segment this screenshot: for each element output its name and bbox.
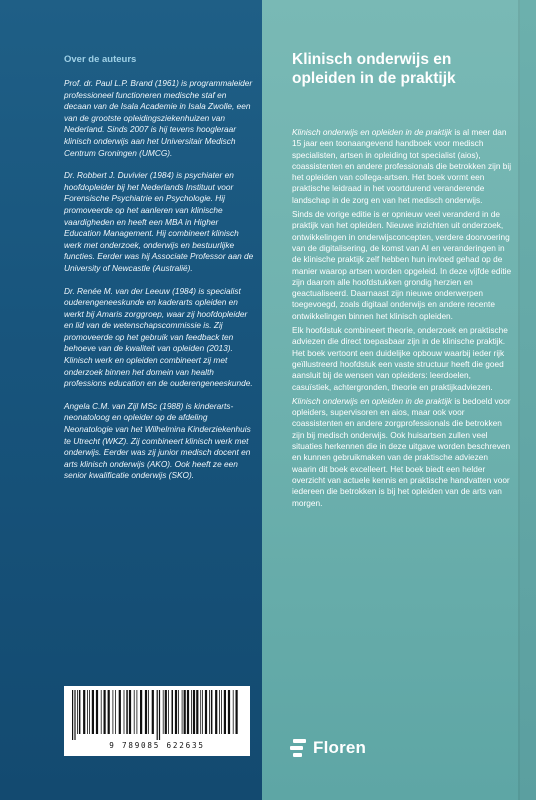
author-bio-van-zijl: Angela C.M. van Zijl MSc (1988) is kinderarts-neonatoloog en opleider op de afdeling Neonatologie van het Wilhelmina Kinderziekenhuis te Utrecht (WKZ). Zij combineert klinisch werk met onderwijs. Eerder was zij junior medisch docent en arts klinisch onderwijs (AKO). Ook heeft ze een senior kwalificatie onderwijs (SKO). bbox=[64, 400, 251, 481]
barcode-bar bbox=[74, 690, 75, 740]
barcode-bar bbox=[104, 690, 106, 734]
barcode-bar bbox=[196, 690, 198, 734]
author-bios bbox=[64, 78, 254, 493]
barcode-bar bbox=[145, 690, 147, 734]
barcode-bar bbox=[163, 690, 164, 734]
barcode-bar bbox=[178, 690, 179, 734]
barcode-bar bbox=[193, 690, 195, 734]
barcode-bar bbox=[221, 690, 222, 734]
author-bio-duvivier: Dr. Robbert J. Duvivier (1984) is psychiater en hoofdopleider bij het Nederlands Instituut voor Forensische Psychiatrie en Psychologie. Hij promoveerde op het aanleren van klinische vaardigheden en heeft een MBA in Higher Education Management. Hij combineert klinisch werk met onderzoek, onderwijs en bestuurlijke functies. Eerder was hij Associate Professor aan de University of Newcastle (Australië). bbox=[64, 170, 254, 273]
isbn-number: 9 789085 622635 bbox=[109, 741, 205, 750]
barcode-bar bbox=[200, 690, 201, 734]
barcode-bar bbox=[205, 690, 207, 734]
barcode-bar bbox=[168, 690, 169, 734]
barcode-bar bbox=[182, 690, 183, 734]
barcode-bar bbox=[152, 690, 154, 734]
publisher-name: Floren bbox=[313, 738, 367, 757]
barcode-bar bbox=[72, 690, 73, 740]
barcode bbox=[64, 686, 250, 756]
barcode-bar bbox=[184, 690, 186, 734]
barcode-bar bbox=[187, 690, 189, 734]
barcode-bar bbox=[77, 690, 78, 734]
title-reference: Klinisch onderwijs en opleiden in de praktijk bbox=[292, 127, 453, 137]
description-paragraph-3: Elk hoofdstuk combineert theorie, onderzoek en praktische adviezen die direct toepasbaar zijn in de klinische praktijk. Het boek vertoont een duidelijke opbouw waarbij ieder rijk geïllustreerd hoofdstuk een vaste structuur heeft die goed aansluit bij de wensen van opleiders: leerdoelen, casuïstiek, achtergronden, theorie en praktijkadviezen. bbox=[292, 325, 508, 392]
description-text: is bedoeld voor opleiders, supervisoren en aios, maar ook voor coassistenten en andere zorgprofessionals die betrokken zijn bij medisch onderwijs. Ook huisartsen zullen veel situaties herkennen die in deze uitgave worden beschreven en kunnen gebruikmaken van de praktische adviezen waarin dit boek excelleert. Het boek biedt een helder overzicht van actuele kennis en praktische handvatten voor iedereen die betrokken is bij het opleiden van de arts van morgen. bbox=[292, 395, 511, 508]
barcode-bar bbox=[211, 690, 213, 734]
title-reference: Klinisch onderwijs en opleiden in de praktijk bbox=[292, 395, 453, 406]
barcode-bar bbox=[165, 690, 167, 734]
barcode-bar bbox=[219, 690, 220, 734]
description-panel bbox=[262, 0, 536, 800]
barcode-bar bbox=[215, 690, 217, 734]
barcode-bar bbox=[191, 690, 192, 734]
barcode-bar bbox=[140, 690, 142, 734]
barcode-bar bbox=[202, 690, 203, 734]
author-bio-van-der-leeuw: Dr. Renée M. van der Leeuw (1984) is specialist ouderengeneeskunde en kaderarts opleiden en werkt bij Amaris zorggroep, waar zij hoofdopleider en lid van de wetenschapscommissie is. Zij promoveerde op het gebruik van feedback ten behoeve van de kwaliteit van opleiden (2013). Klinisch werk en opleiden combineert zij met onderzoek binnen het domein van health professions education en de ouderengeneeskunde. bbox=[64, 285, 253, 389]
author-bio-brand: Prof. dr. Paul L.P. Brand (1961) is programmaleider professioneel functioneren medische staf en decaan van de Isala Academie in Isala Zwolle, een van de grootste opleidingsziekenhuizen van Nederland. Sinds 2007 is hij tevens hoogleraar klinisch onderwijs aan het Universitair Medisch Centrum Groningen (UMCG). bbox=[64, 78, 253, 158]
about-authors-heading: Over de auteurs bbox=[64, 54, 137, 65]
barcode-bar bbox=[119, 690, 121, 734]
description-paragraph-1 bbox=[292, 127, 512, 206]
authors-panel bbox=[0, 0, 262, 800]
barcode-bar bbox=[228, 690, 230, 734]
barcode-bar bbox=[157, 690, 158, 740]
barcode-bar bbox=[108, 690, 110, 734]
barcode-bar bbox=[83, 690, 85, 734]
barcode-bar bbox=[172, 690, 174, 734]
barcode-bar bbox=[115, 690, 116, 734]
floren-logo-icon bbox=[290, 739, 310, 757]
book-title: Klinisch onderwijs en opleiden in de praktijk bbox=[292, 51, 456, 87]
barcode-bar bbox=[134, 690, 135, 734]
description-paragraph-2: Sinds de vorige editie is er opnieuw veel veranderd in de praktijk van het opleiden. Nieuwe inzichten uit onderzoek, ontwikkelingen in onderwijsconcepten, verdere doorvoering van de digitalisering, de komst van AI en veranderingen in de klinische praktijk zelf hebben hun invloed gehad op de manier waarop artsen worden opgeleid. In deze vijfde editie zijn daarom alle hoofdstukken grondig herzien en geactualiseerd. Daarnaast zijn nieuwe onderwerpen toegevoegd, zoals digitaal onderwijs en andere recente ontwikkelingen binnen het klinisch opleiden. bbox=[292, 209, 512, 321]
description-paragraph-4 bbox=[292, 396, 512, 509]
barcode-bar bbox=[233, 690, 234, 734]
barcode-bar bbox=[79, 690, 81, 734]
description-text: is al meer dan 15 jaar een toonaangevend handboek voor medisch specialisten, artsen in opleiding tot specialist (aios), coassistenten en andere professionals die betrokken zijn bij het opleiden van collega-artsen. Het boek vormt een praktische leidraad in het voortdurend veranderende landschap in de zorg en van het medisch onderwijs. bbox=[292, 127, 512, 205]
barcode-bar bbox=[113, 690, 114, 734]
barcode-bar bbox=[124, 690, 125, 734]
barcode-bar bbox=[126, 690, 128, 734]
barcode-bar bbox=[148, 690, 149, 734]
barcode-bar bbox=[87, 690, 88, 734]
barcode-bar bbox=[224, 690, 226, 734]
barcode-bar bbox=[137, 690, 138, 734]
barcode-icon bbox=[70, 690, 244, 740]
barcode-bar bbox=[236, 690, 238, 734]
barcode-bar bbox=[89, 690, 90, 734]
barcode-bar bbox=[209, 690, 210, 734]
barcode-bar bbox=[175, 690, 177, 734]
barcode-bar bbox=[101, 690, 102, 734]
publisher-logo bbox=[290, 737, 366, 759]
barcode-bar bbox=[129, 690, 131, 734]
book-description bbox=[292, 127, 512, 512]
barcode-bar bbox=[159, 690, 160, 740]
barcode-bar bbox=[96, 690, 98, 734]
spine-stripe bbox=[520, 0, 536, 800]
barcode-bar bbox=[92, 690, 94, 734]
